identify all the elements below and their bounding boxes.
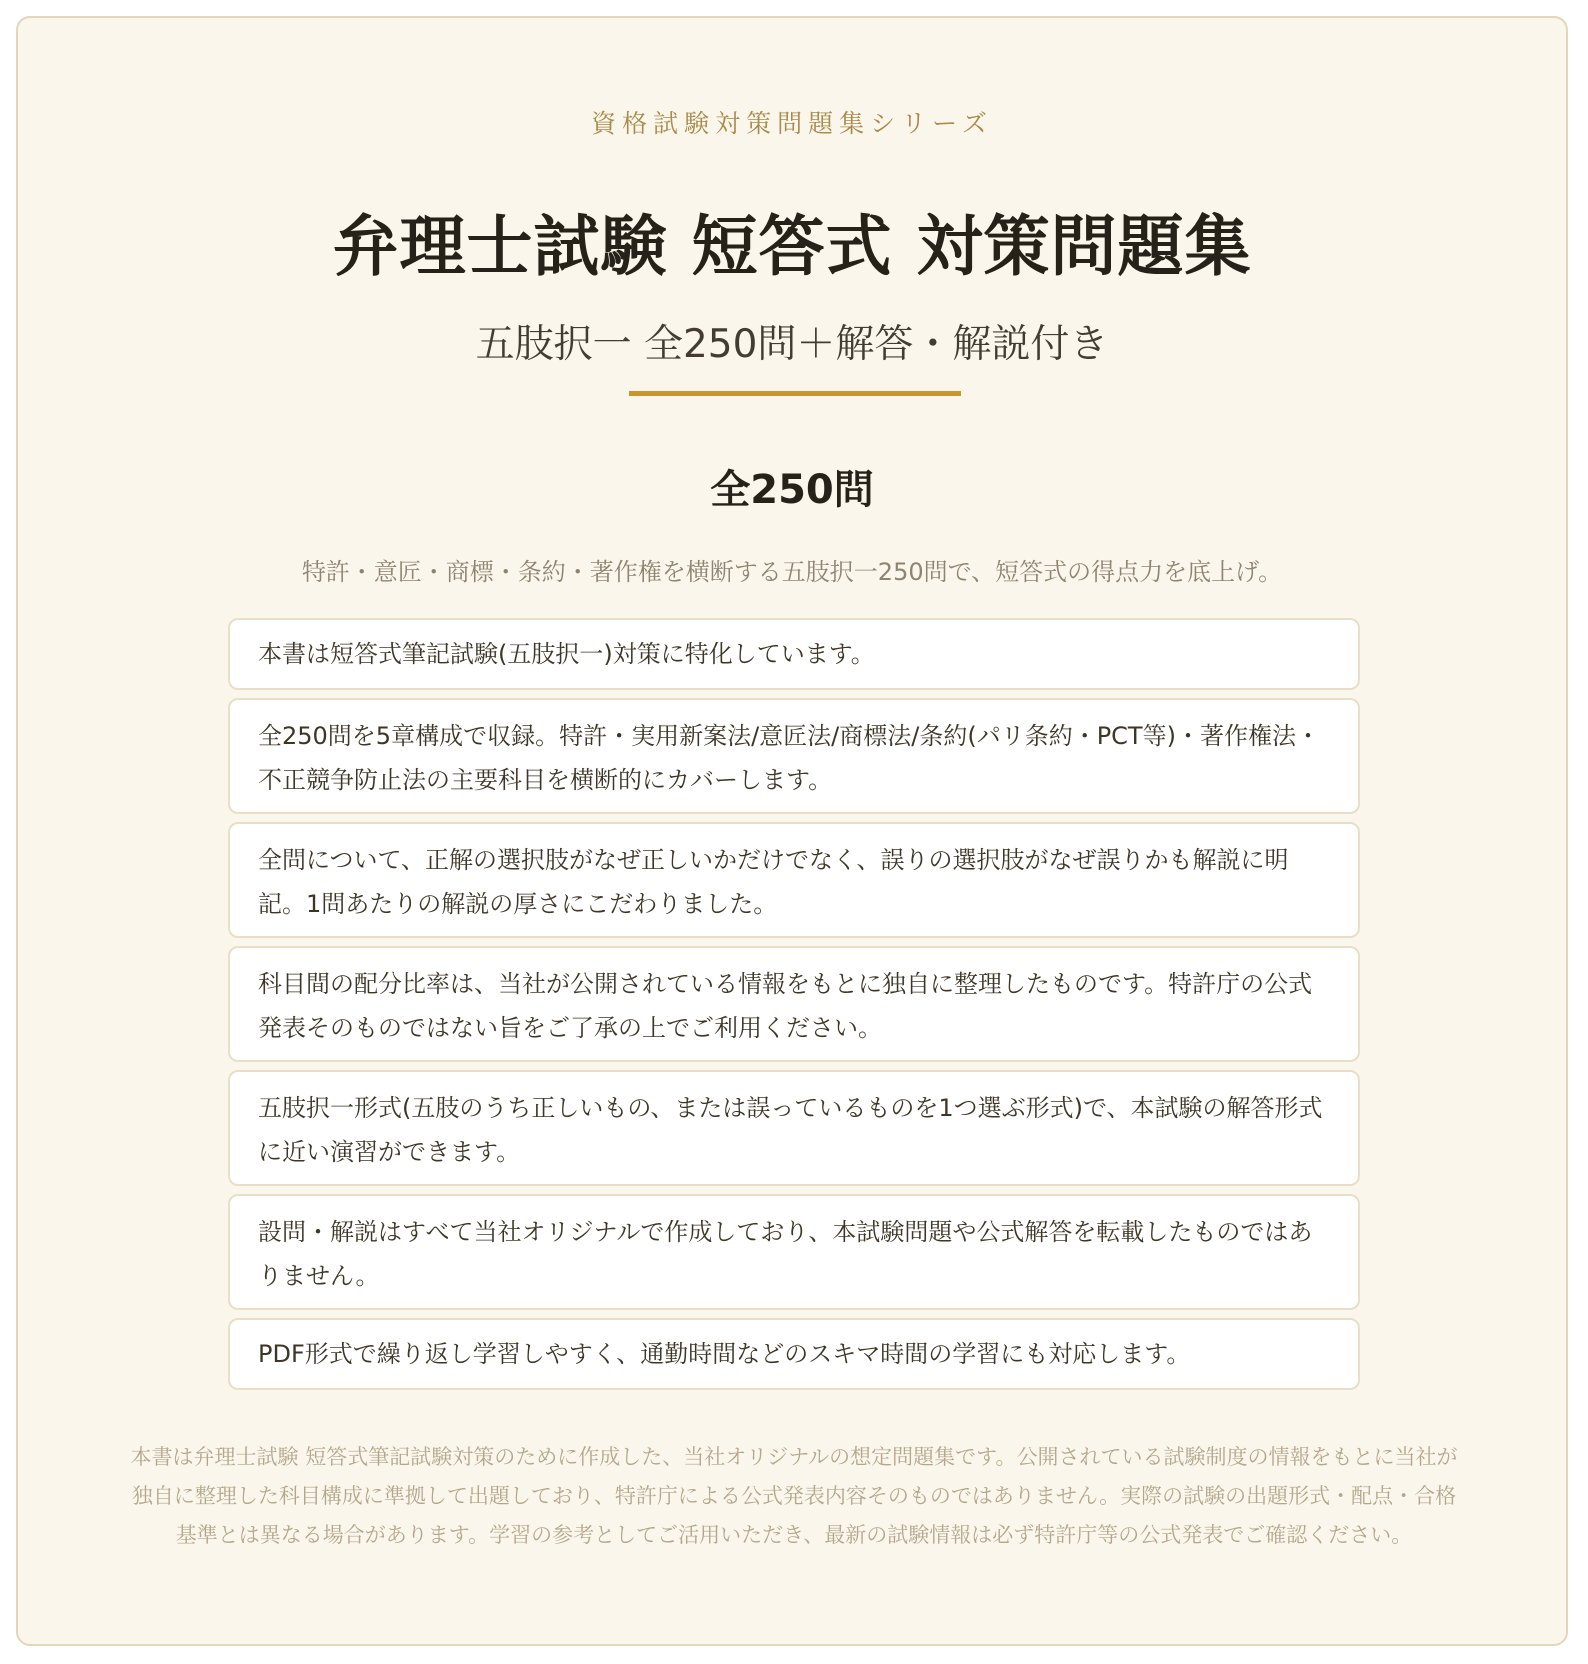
- question-count: 全250問: [710, 467, 874, 513]
- disclaimer-note: 本書は弁理士試験 短答式筆記試験対策のために作成した、当社オリジナルの想定問題集です。公開されている試験制度の情報をもとに当社が独自に整理した科目構成に準拠して出題しており、特許庁による公式発表内容そのものではありません。実際の試験の出題形式・配点・合格基準とは異なる場合があります。学習の参考としてご活用いただき、最新の試験情報は必ず特許庁等の公式発表でご確認ください。: [130, 1445, 1458, 1547]
- lead-text: 特許・意匠・商標・条約・著作権を横断する五肢択一250問で、短答式の得点力を底上げ。: [301, 558, 1283, 586]
- page-subtitle: 五肢択一 全250問＋解答・解説付き: [475, 322, 1109, 367]
- feature-item: 設問・解説はすべて当社オリジナルで作成しており、本試験問題や公式解答を転載したものではありません。: [228, 1194, 1360, 1310]
- feature-item: 科目間の配分比率は、当社が公開されている情報をもとに独自に整理したものです。特許庁の公式発表そのものではない旨をご了承の上でご利用ください。: [228, 946, 1360, 1062]
- product-card: [16, 16, 1568, 1646]
- page-title: 弁理士試験 短答式 対策問題集: [332, 208, 1252, 285]
- accent-divider: [629, 391, 961, 396]
- feature-item: 全問について、正解の選択肢がなぜ正しいかだけでなく、誤りの選択肢がなぜ誤りかも解説に明記。1問あたりの解説の厚さにこだわりました。: [228, 822, 1360, 938]
- feature-item: 五肢択一形式(五肢のうち正しいもの、または誤っているものを1つ選ぶ形式)で、本試験の解答形式に近い演習ができます。: [228, 1070, 1360, 1186]
- feature-list: [228, 618, 1360, 1398]
- feature-item: 全250問を5章構成で収録。特許・実用新案法/意匠法/商標法/条約(パリ条約・PCT等)・著作権法・不正競争防止法の主要科目を横断的にカバーします。: [228, 698, 1360, 814]
- feature-item: 本書は短答式筆記試験(五肢択一)対策に特化しています。: [228, 618, 1360, 690]
- series-label: 資格試験対策問題集シリーズ: [591, 109, 993, 138]
- feature-item: PDF形式で繰り返し学習しやすく、通勤時間などのスキマ時間の学習にも対応します。: [228, 1318, 1360, 1390]
